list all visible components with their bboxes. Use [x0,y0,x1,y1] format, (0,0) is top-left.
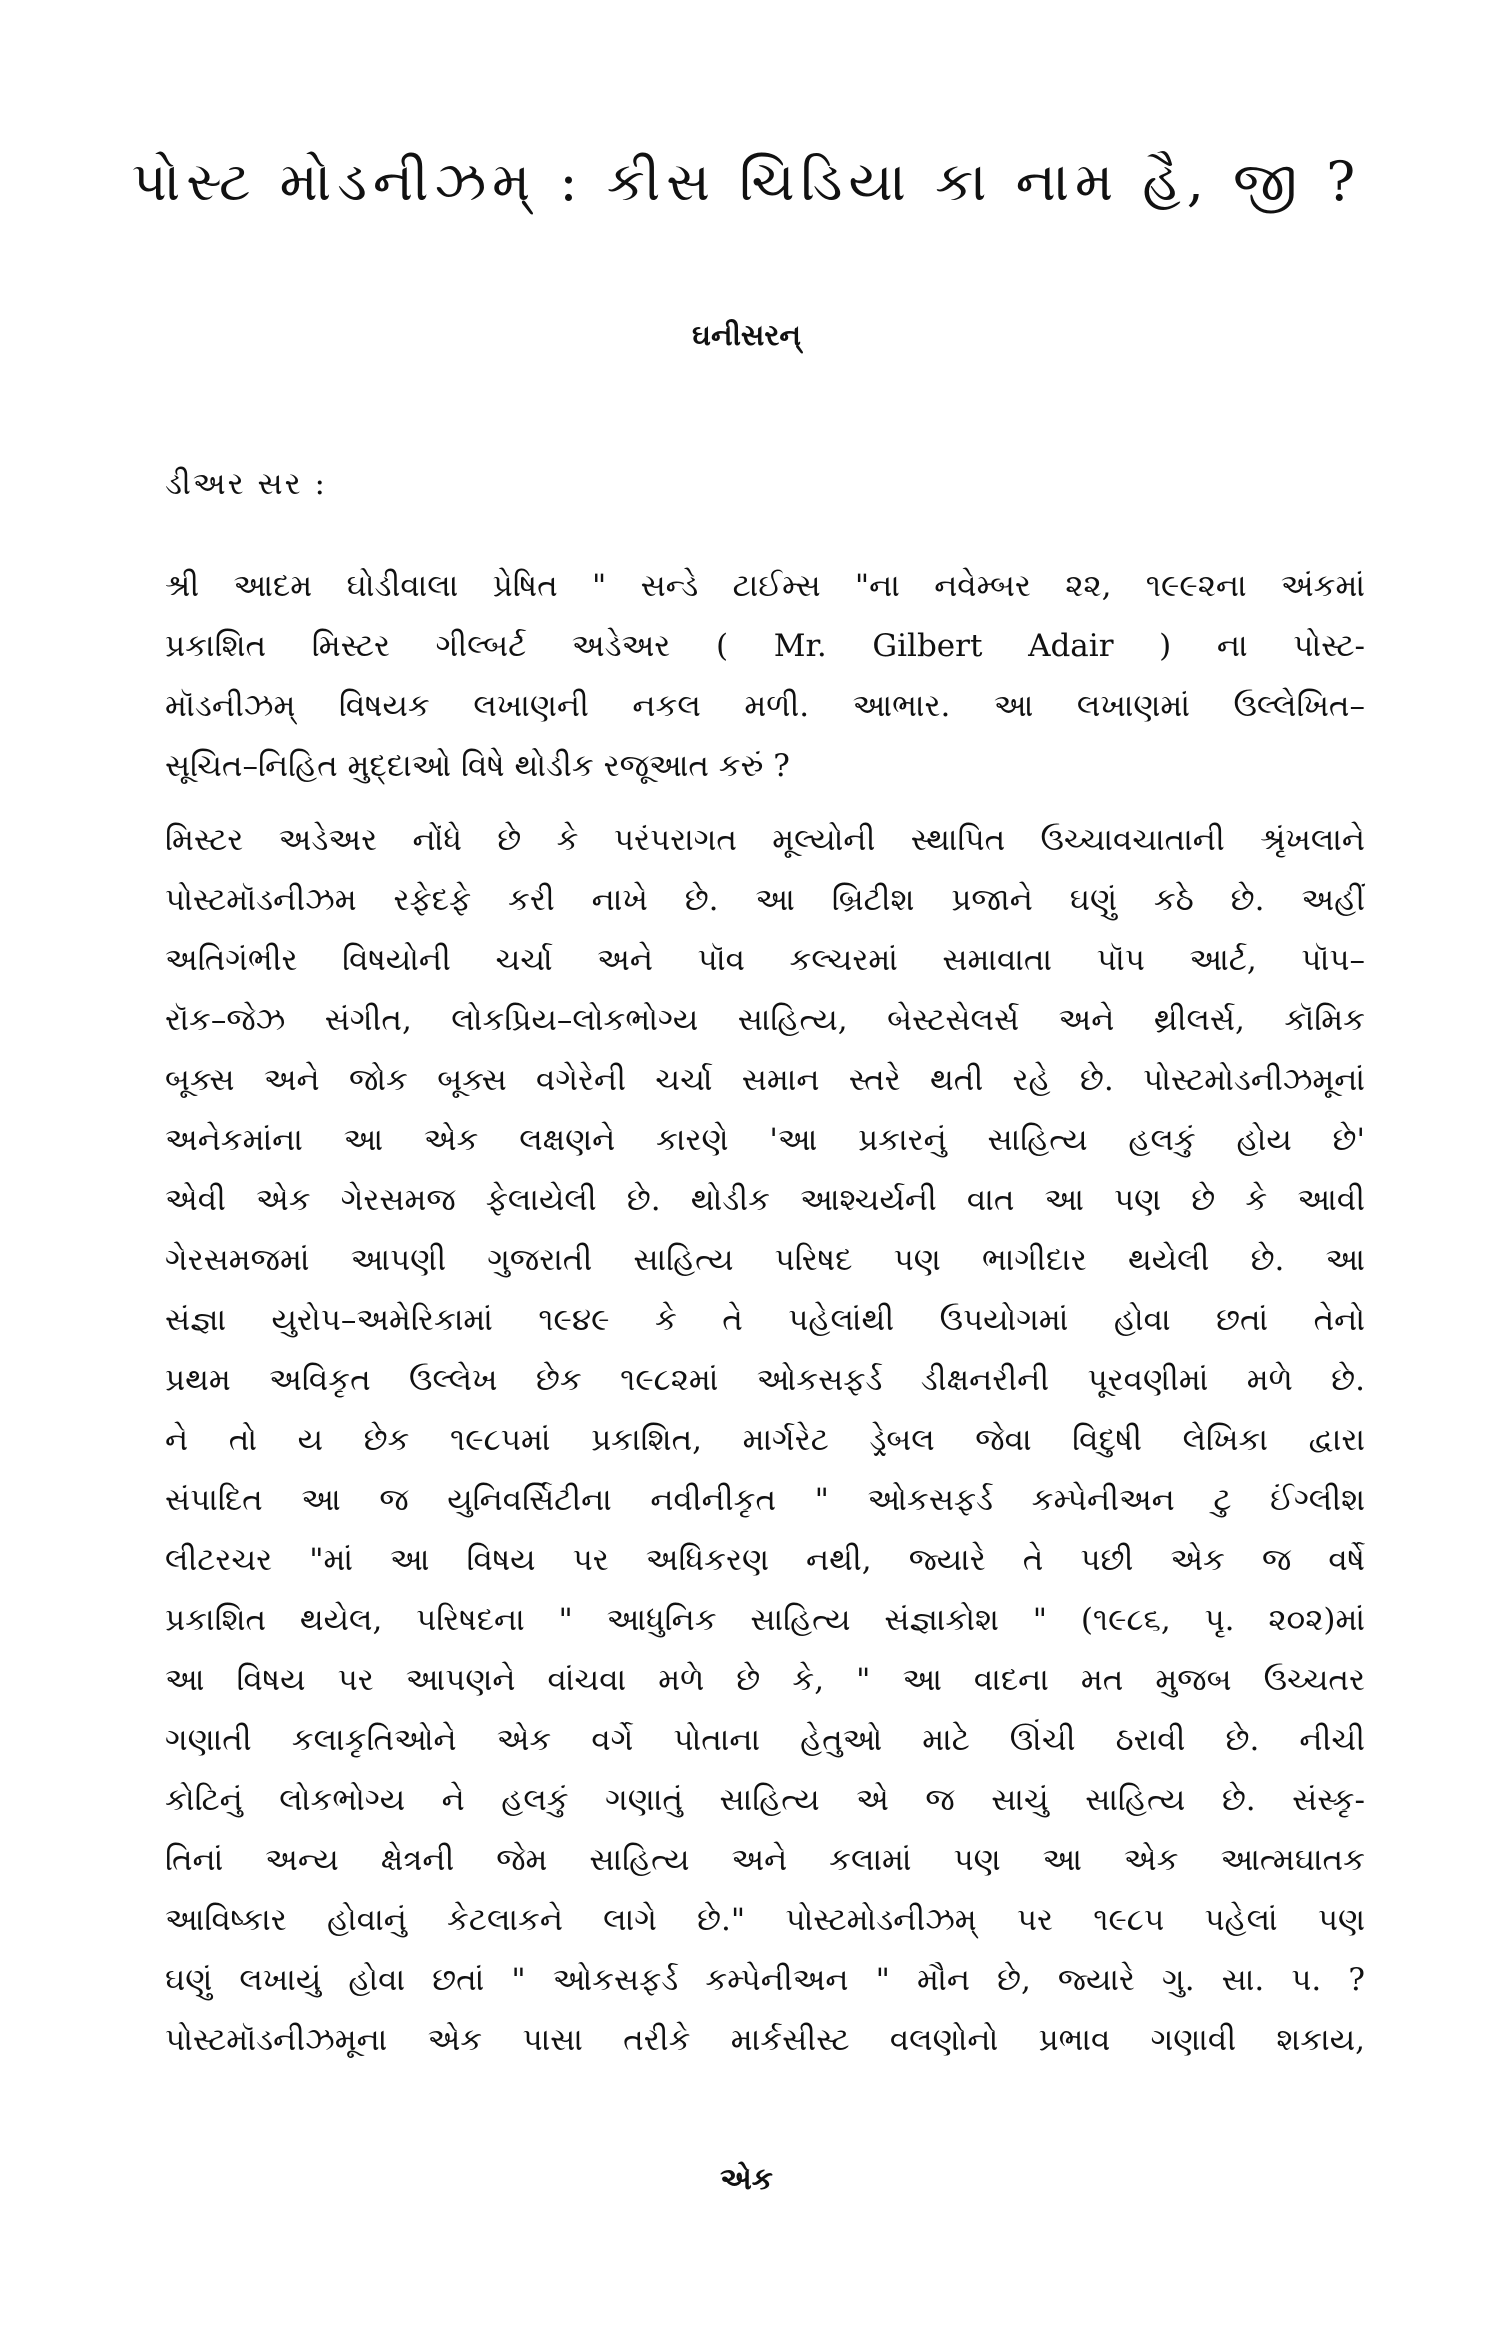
author-name: ઘનીસરન્ [692,318,801,352]
paragraph-line: પ્રકાશિત મિસ્ટર ગીલ્બર્ટ અડેઅર ( Mr. Gilbert Adair ) ના પોસ્ટ- [165,628,1365,664]
paragraph-line: પોસ્ટમૉડનીઝમ રફેદફે કરી નાખે છે. આ બ્રિટીશ પ્રજાને ઘણું કઠે છે. અહીં [165,882,1365,918]
paragraph-line: મૉડનીઝમ્ વિષયક લખાણની નકલ મળી. આભાર. આ લખાણમાં ઉલ્લેખિત– [165,688,1365,724]
paragraph-line: બૂક્સ અને જોક બૂક્સ વગેરેની ચર્ચા સમાન સ્તરે થતી રહે છે. પોસ્ટમોડનીઝમૂનાં [165,1062,1365,1098]
paragraph-line: શ્રી આદમ ઘોડીવાલા પ્રેષિત " સન્ડે ટાઈમ્સ "ના નવેમ્બર ૨૨, ૧૯૯૨ના અંકમાં [165,568,1365,604]
footer-catchword: એક [720,2162,773,2197]
paragraph-line: સૂચિત–નિહિત મુદ્દાઓ વિષે થોડીક રજૂઆત કરું ? [165,748,790,784]
paragraph-line: અતિગંભીર વિષયોની ચર્ચા અને પૉવ કલ્ચરમાં સમાવાતા પૉપ આર્ટ, પૉપ– [165,942,1365,978]
paragraph-line: અનેકમાંના આ એક લક્ષણને કારણે 'આ પ્રકારનું સાહિત્ય હલકું હોય છે' [165,1122,1365,1158]
paragraph-line: મિસ્ટર અડેઅર નોંધે છે કે પરંપરાગત મૂલ્યોની સ્થાપિત ઉચ્ચાવચાતાની શ્રૃંખલાને [165,822,1365,858]
paragraph-line: ને તો ય છેક ૧૯૮૫માં પ્રકાશિત, માર્ગરેટ ડ્રેબલ જેવા વિદુષી લેખિકા દ્વારા [165,1422,1365,1458]
paragraph-line: ગણાતી કલાકૃતિઓને એક વર્ગે પોતાના હેતુઓ માટે ઊંચી ઠરાવી છે. નીચી [165,1722,1365,1758]
paragraph-line: પ્રથમ અવિકૃત ઉલ્લેખ છેક ૧૯૮૨માં ઓકસફર્ડ ડીક્ષનરીની પૂરવણીમાં મળે છે. [165,1362,1365,1398]
article-title: પોસ્ટ મોડનીઝમ્ : કીસ ચિડિયા કા નામ હૈ, જી ? [131,150,1362,213]
paragraph-line: લીટરચર "માં આ વિષય પર અધિકરણ નથી, જ્યારે તે પછી એક જ વર્ષે [165,1542,1365,1578]
paragraph-line: તિનાં અન્ય ક્ષેત્રની જેમ સાહિત્ય અને કલામાં પણ આ એક આત્મઘાતક [165,1842,1365,1878]
paragraph-line: ઘણું લખાયું હોવા છતાં " ઓકસફર્ડ કમ્પેનીઅન " મૌન છે, જ્યારે ગુ. સા. પ. ? [165,1962,1365,1998]
salutation: ડીઅર સર : [165,466,327,502]
paragraph-line: પોસ્ટમૉડનીઝમૂના એક પાસા તરીકે માર્કસીસ્ટ વલણોનો પ્રભાવ ગણાવી શકાય, [165,2022,1365,2058]
paragraph-line: કોટિનું લોકભોગ્ય ને હલકું ગણાતું સાહિત્ય એ જ સાચું સાહિત્ય છે. સંસ્કૃ- [165,1782,1365,1818]
paragraph-line: પ્રકાશિત થયેલ, પરિષદના " આધુનિક સાહિત્ય સંજ્ઞાકોશ " (૧૯૮૬, પૃ. ૨૦૨)માં [165,1602,1365,1638]
paragraph-line: સંપાદિત આ જ યુનિવર્સિટીના નવીનીકૃત " ઓકસફર્ડ કમ્પેનીઅન ટુ ઈંગ્લીશ [165,1482,1365,1518]
paragraph-line: આવિષ્કાર હોવાનું કેટલાકને લાગે છે." પોસ્ટમોડનીઝમ્ પર ૧૯૮૫ પહેલાં પણ [165,1902,1365,1938]
paragraph-line: સંજ્ઞા યુરોપ–અમેરિકામાં ૧૯૪૯ કે તે પહેલાંથી ઉપયોગમાં હોવા છતાં તેનો [165,1302,1365,1338]
paragraph-line: રૉક–જેઝ સંગીત, લોકપ્રિય–લોકભોગ્ય સાહિત્ય, બેસ્ટસેલર્સ અને થ્રીલર્સ, કૉમિક [165,1002,1365,1038]
paragraph-1 [165,556,1365,796]
paragraph-line: ગેરસમજમાં આપણી ગુજરાતી સાહિત્ય પરિષદ પણ ભાગીદાર થયેલી છે. આ [165,1242,1365,1278]
paragraph-line: આ વિષય પર આપણને વાંચવા મળે છે કે, " આ વાદના મત મુજબ ઉચ્ચતર [165,1662,1365,1698]
paragraph-2 [165,810,1365,2070]
paragraph-line: એવી એક ગેરસમજ ફેલાયેલી છે. થોડીક આશ્ચર્યની વાત આ પણ છે કે આવી [165,1182,1365,1218]
